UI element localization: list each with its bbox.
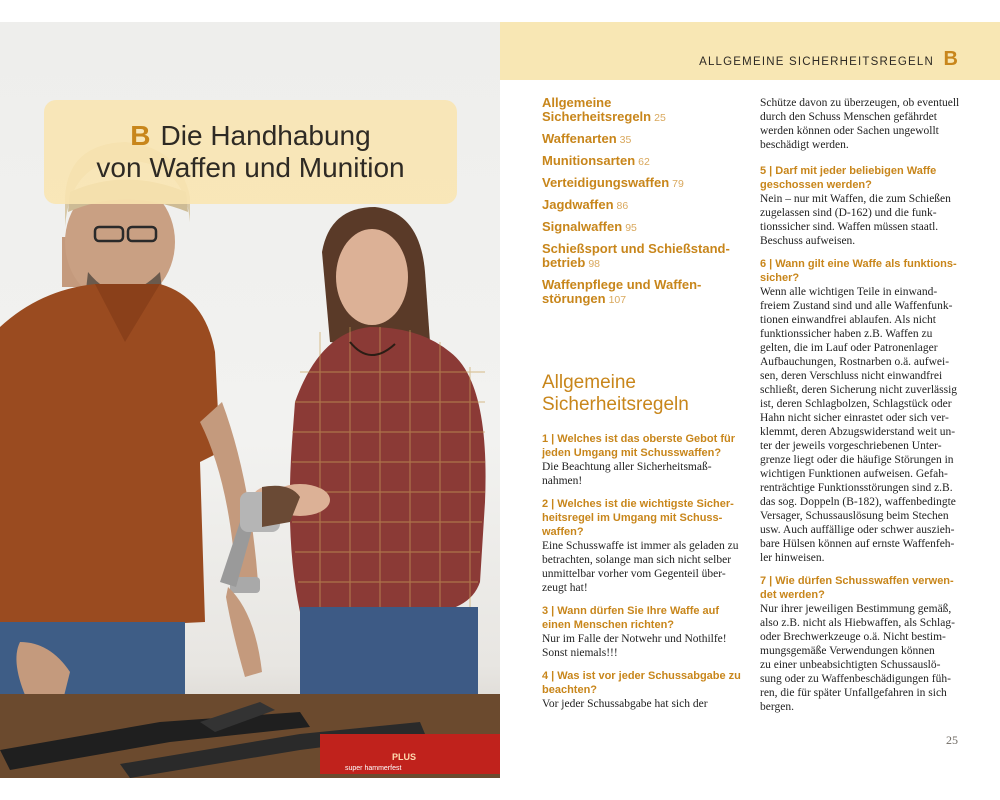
toc-item-label: Allgemeine Sicherheitsregeln [542,95,652,124]
toc-item[interactable] [542,220,737,235]
question-line: einen Menschen richten? [542,619,675,631]
answer-continuation-line: beschädigt werden. [760,139,849,151]
toc-item[interactable] [542,96,737,125]
answer-line: schließt, deren Sicherung nicht zuverlässig [760,384,958,396]
answer-line: betrachten, solange man sich nicht selber [542,554,732,566]
toc-item[interactable] [542,132,737,147]
toc-item[interactable] [542,198,737,213]
chapter-title-text1: Die Handhabung [160,120,371,151]
answer-line: Nur im Falle der Notwehr und Nothilfe! [542,633,727,645]
toc-item[interactable] [542,176,737,191]
question [542,604,737,632]
toc-item-label: betrieb [542,255,586,270]
answer-line: Nein – nur mit Waffen, die zum Schießen [760,193,951,205]
answer-line: grenze liegt oder die häufige Störungen in [760,454,954,466]
answer-line: Die Beachtung aller Sicherheitsmaß- [542,461,712,473]
answer-line: ter der jeweils vorgeschriebenen Unter- [760,440,942,452]
answer [542,460,737,488]
toc-page-number: 62 [638,156,650,168]
answer-line: Sonst niemals!!! [542,647,618,659]
toc-page-number: 86 [616,200,629,212]
answer-line: Hahn nicht sicher einrastet oder sich ver- [760,412,949,424]
question [542,432,737,460]
answer-line: Beschuss aufweisen. [760,235,856,247]
section-heading [542,372,742,416]
question-line: heitsregel im Umgang mit Schuss- [542,512,723,524]
answer-line: usw. Auch auffällige oder schwer auszieh- [760,524,955,536]
toc-item-label: störungen [542,291,606,306]
toc-item[interactable] [542,154,737,169]
right-page [500,22,1000,778]
answer-line: wichtigen Funktionen aufweisen. Gefah- [760,468,948,480]
toc-page-number: 107 [608,294,627,306]
question [760,257,960,285]
answer [542,539,737,595]
question-line: jeden Umgang mit Schusswaffen? [542,447,722,459]
answer-line: nahmen! [542,475,583,487]
box-label-1: super hammerfest [345,765,402,772]
running-header-title: ALLGEMEINE SICHERHEITSREGELN [699,56,934,68]
box-label-2: PLUS [392,752,417,762]
answer-line: bergen. [760,701,794,713]
question-line: det werden? [760,589,825,601]
answer-line: ren, die für später Unfallgefahren in sich [760,687,947,699]
answer [760,602,960,714]
toc-item-label: Munitionsarten [542,153,636,168]
answer-line: mungsgemäße Verwendungen können [760,645,935,657]
answer-continuation-line: werden können oder Sachen ungewollt [760,125,939,137]
question [542,669,741,697]
answer-line: also z.B. nicht als Hiebwaffen, als Schlag- [760,617,955,629]
toc-item-label: Verteidigungswaffen [542,175,670,190]
question [542,497,737,539]
answer-line: freiem Zustand sind und alle Waffenfunk- [760,300,953,312]
man-figure [0,142,262,722]
running-header-letter: B [943,48,958,70]
question-line: geschossen werden? [760,179,872,191]
page-number: 25 [946,733,958,747]
answer-line: tionen einwandfrei ablaufen. Als nicht [760,314,936,326]
answer-line: funktionssicher haben z.B. Waffen zu [760,328,933,340]
answer-continuation-line: Schütze davon zu überzeugen, ob eventuell [760,97,960,109]
toc-item[interactable] [542,242,737,271]
answer-line: klemmt, deren Abzugswiderstand weit un- [760,426,956,438]
question-line: 6 | Wann gilt eine Waffe als funktions- [760,258,957,270]
section-heading-line2: Sicherheitsregeln [542,394,689,415]
answer-line: Vor jeder Schussabgabe hat sich der [542,698,708,710]
chapter-letter: B [130,120,151,151]
answer-line: ist, deren Schlagbolzen, Schlagstück oder [760,398,952,410]
question-line: 1 | Welches ist das oberste Gebot für [542,433,735,445]
question-line: 2 | Welches ist die wichtigste Sicher- [542,498,734,510]
answer-line: sung oder zu Waffenbeschädigungen füh- [760,673,951,685]
question-line: 4 | Was ist vor jeder Schussabgabe zu [542,670,741,682]
toc-item-label: Signalwaffen [542,219,623,234]
answer-line: Wenn alle wichtigen Teile in einwand- [760,286,938,298]
answer-continuation-line: durch den Schuss Menschen gefährdet [760,111,937,123]
toc-item-label: Jagdwaffen [542,197,614,212]
answer [760,192,960,248]
toc-page-number: 98 [588,258,601,270]
answer-line: Aufbauchungen, Rostnarben o.ä. aufwei- [760,356,950,368]
question [760,164,960,192]
answer [542,697,737,711]
answer [542,632,737,660]
toc-page-number: 79 [672,178,684,190]
questions-column-right [760,96,960,723]
answer-line: sen, deren Verschluss nicht einwandfrei [760,370,943,382]
section-heading-line1: Allgemeine [542,372,636,393]
table-of-contents [542,96,737,314]
question-line: 5 | Darf mit jeder beliebigen Waffe [760,165,937,177]
answer-line: Nur ihrer jeweiligen Bestimmung gemäß, [760,603,952,615]
toc-page-number: 25 [654,112,666,124]
toc-item-label: Schießsport und Schießstand- [542,241,730,256]
answer-line: unmittelbar vorher vom Gegenteil über- [542,568,726,580]
answer-line: Eine Schusswaffe ist immer als geladen zu [542,540,739,552]
answer-line: zugelassen sind (D-162) und die funk- [760,207,937,219]
question-line: 3 | Wann dürfen Sie Ihre Waffe auf [542,605,720,617]
answer-line: Versager, Schussauslösung beim Stechen [760,510,949,522]
answer-line: ler hinweisen. [760,552,825,564]
answer-line: gelten, die im Lauf oder Patronenlager [760,342,938,354]
woman-figure [252,207,486,702]
chapter-title-line2: von Waffen und Munition [96,152,405,183]
answer-line: zu einer unbeabsichtigten Schussauslö- [760,659,941,671]
answer [760,285,960,565]
question-line: waffen? [542,526,584,538]
toc-item[interactable] [542,278,737,307]
chapter-title-box [44,100,457,204]
question-line: sicher? [760,272,800,284]
running-header [500,22,1000,80]
answer-line: tionssicher sind. Waffen müssen staatl. [760,221,939,233]
questions-column-left [542,432,741,720]
answer-line: bare Hülsen können auf ernste Waffenfeh- [760,538,955,550]
answer-line: renträchtige Funktionsstörungen sind z.B. [760,482,953,494]
question-line: 7 | Wie dürfen Schusswaffen verwen- [760,575,954,587]
toc-page-number: 95 [625,222,637,234]
answer-continuation [760,96,960,152]
answer-line: das sog. Doppeln (B-182), waffenbedingte [760,496,956,508]
chapter-title-line1 [44,120,457,152]
left-page-photo [0,22,500,778]
toc-item-label: Waffenpflege und Waffen- [542,277,702,292]
question [760,574,960,602]
question-line: beachten? [542,684,598,696]
answer-line: oder Brechwerkzeuge o.ä. Nicht bestim- [760,631,946,643]
toc-item-label: Waffenarten [542,131,617,146]
toc-page-number: 35 [619,134,632,146]
answer-line: zeugt hat! [542,582,588,594]
